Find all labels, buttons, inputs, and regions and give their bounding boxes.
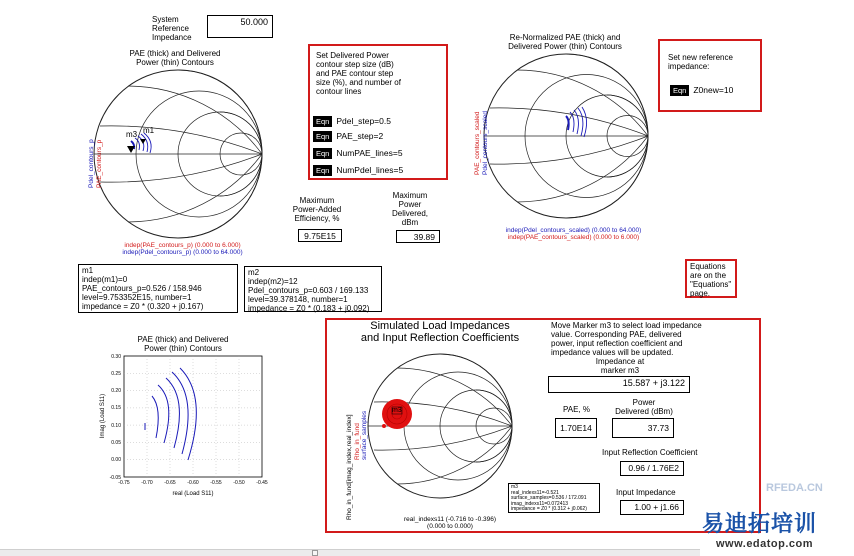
input-imp-label: Input Impedance	[616, 488, 676, 497]
rect-ytick: 0.00	[111, 457, 121, 463]
new-ref-panel: Set new reference impedance: Eqn Z0new=10	[658, 39, 762, 112]
right-smith-title: Re-Normalized PAE (thick) and Delivered Power (thin) Contours	[508, 33, 622, 51]
sim-panel-title: Simulated Load Impedances and Input Reflection Coefficients	[360, 320, 520, 344]
right-smith-xlabel-blue: indep(Pdel_contours_scaled) (0.000 to 64.000)	[505, 227, 642, 234]
right-smith-ylabel-blue: Pdel_contours_scaled	[482, 111, 489, 175]
sim-smith-chart[interactable]	[364, 350, 516, 502]
sim-xlabel: real_indexs11 (-0.716 to -0.396) (0.000 to 0.000)	[403, 516, 497, 530]
sim-marker-readout[interactable]: m3 real_indexs11=-0.521 surface_samples=0.536 / 172.091 imag_indexs11=0.072413 impedance = Z0 * (0.312 + j0.062)	[508, 483, 600, 513]
left-smith-title: PAE (thick) and Delivered Power (thin) Contours	[129, 49, 221, 67]
left-smith-xlabel-red: indep(PAE_contours_p) (0.000 to 6.000)	[124, 242, 241, 249]
rect-xtick: -0.50	[233, 480, 245, 486]
rect-ytick: 0.15	[111, 405, 121, 411]
sim-panel-instructions: Move Marker m3 to select load impedance value. Corresponding PAE, delivered power, input reflection coefficient and impedance values will be updated.	[551, 321, 702, 357]
eqn-numpdel-lines[interactable]: Eqn NumPdel_lines=5	[313, 165, 403, 176]
eqn-pdel-step[interactable]: Eqn Pdel_step=0.5	[313, 116, 391, 127]
rect-xtick: -0.60	[187, 480, 199, 486]
watermark-cn: 易迪拓培训	[702, 511, 818, 536]
pae-label: PAE, %	[563, 405, 590, 414]
input-refl-value[interactable]: 0.96 / 1.76E2	[620, 461, 684, 476]
sim-marker-label: m3	[392, 407, 402, 414]
rect-xtick: -0.75	[118, 480, 130, 486]
rect-ytick: -0.05	[109, 475, 121, 481]
rect-xlabel: real (Load S11)	[172, 491, 214, 497]
rect-ytick: 0.20	[111, 388, 121, 394]
left-smith-ylabel-blue: Pdel_contours_p	[88, 139, 95, 188]
eqn-pae-step[interactable]: Eqn PAE_step=2	[313, 131, 383, 142]
scroll-arrow-icon[interactable]	[312, 550, 318, 556]
sim-ylabel-red: Rho_in_fund	[354, 423, 361, 460]
horizontal-scrollbar[interactable]	[0, 549, 700, 556]
power-delivered-value[interactable]: 37.73	[612, 418, 674, 438]
rect-plot-title: PAE (thick) and Delivered Power (thin) Contours	[137, 335, 229, 353]
sim-ylabel-blue: surface_samples	[361, 410, 368, 460]
right-smith-chart[interactable]	[480, 50, 652, 222]
rect-ytick: 0.05	[111, 440, 121, 446]
right-smith-ylabel-red: PAE_contours_scaled	[474, 111, 481, 175]
watermark-url: www.edatop.com	[716, 538, 814, 550]
imp-at-marker-value[interactable]: 15.587 + j3.122	[548, 376, 690, 393]
max-pae-value[interactable]: 9.75E15	[298, 229, 342, 242]
max-pae-label: Maximum Power-Added Efficiency, %	[292, 196, 342, 223]
left-smith-m1-label: m1	[143, 126, 155, 135]
left-smith-ylabel-red: PAE_contours_p	[96, 139, 103, 188]
rect-xtick: -0.45	[256, 480, 268, 486]
eqn-numpae-lines[interactable]: Eqn NumPAE_lines=5	[313, 148, 403, 159]
max-power-label: Maximum Power Delivered, dBm	[391, 191, 428, 227]
left-smith-chart[interactable]	[90, 66, 266, 242]
rect-ytick: 0.25	[111, 371, 121, 377]
rect-plot[interactable]	[96, 352, 280, 512]
marker-m1-readout[interactable]: m1 indep(m1)=0 PAE_contours_p=0.526 / 158.946 level=9.753352E15, number=1 impedance = Z0 * (0.320 + j0.167)	[78, 264, 238, 313]
rect-ylabel: Imag (Load S11)	[100, 393, 106, 439]
rect-xtick: -0.65	[164, 480, 176, 486]
rect-xtick: -0.70	[141, 480, 153, 486]
equations-note: Equations are on the "Equations" page.	[685, 259, 737, 298]
rect-ytick: 0.30	[111, 354, 121, 360]
pae-value[interactable]: 1.70E14	[555, 418, 597, 438]
left-smith-xlabel-blue: indep(Pdel_contours_p) (0.000 to 64.000)	[122, 249, 243, 256]
sim-ylabel-black: Rho_in_fund[imag_index,real_index]	[346, 414, 353, 520]
sys-ref-label: System Reference Impedance	[152, 15, 192, 42]
sys-ref-value[interactable]: 50.000	[207, 15, 273, 38]
rect-xtick: -0.55	[210, 480, 222, 486]
input-refl-label: Input Reflection Coefficient	[602, 448, 698, 457]
power-delivered-label: Power Delivered (dBm)	[615, 398, 673, 416]
rect-ytick: 0.10	[111, 423, 121, 429]
input-imp-value[interactable]: 1.00 + j1.66	[620, 500, 684, 515]
right-smith-xlabel-red: indep(PAE_contours_scaled) (0.000 to 6.000)	[507, 234, 640, 241]
marker-m2-readout[interactable]: m2 indep(m2)=12 Pdel_contours_p=0.603 / 169.133 level=39.378148, number=1 impedance = Z0 * (0.183 + j0.092)	[244, 266, 382, 312]
imp-at-marker-label: Impedance at marker m3	[595, 357, 645, 375]
left-smith-m3-label: m3	[126, 130, 138, 139]
max-power-value[interactable]: 39.89	[396, 230, 440, 243]
contour-setup-panel: Set Delivered Power contour step size (dB) and PAE contour step size (%), and number of contour lines Eqn Pdel_step=0.5 Eqn PAE_step=2 Eqn NumPAE_lines=5 Eqn NumPdel_lines=5	[308, 44, 448, 180]
watermark-site: RFEDA.CN	[766, 482, 823, 494]
eqn-z0new[interactable]: Eqn Z0new=10	[670, 85, 733, 96]
